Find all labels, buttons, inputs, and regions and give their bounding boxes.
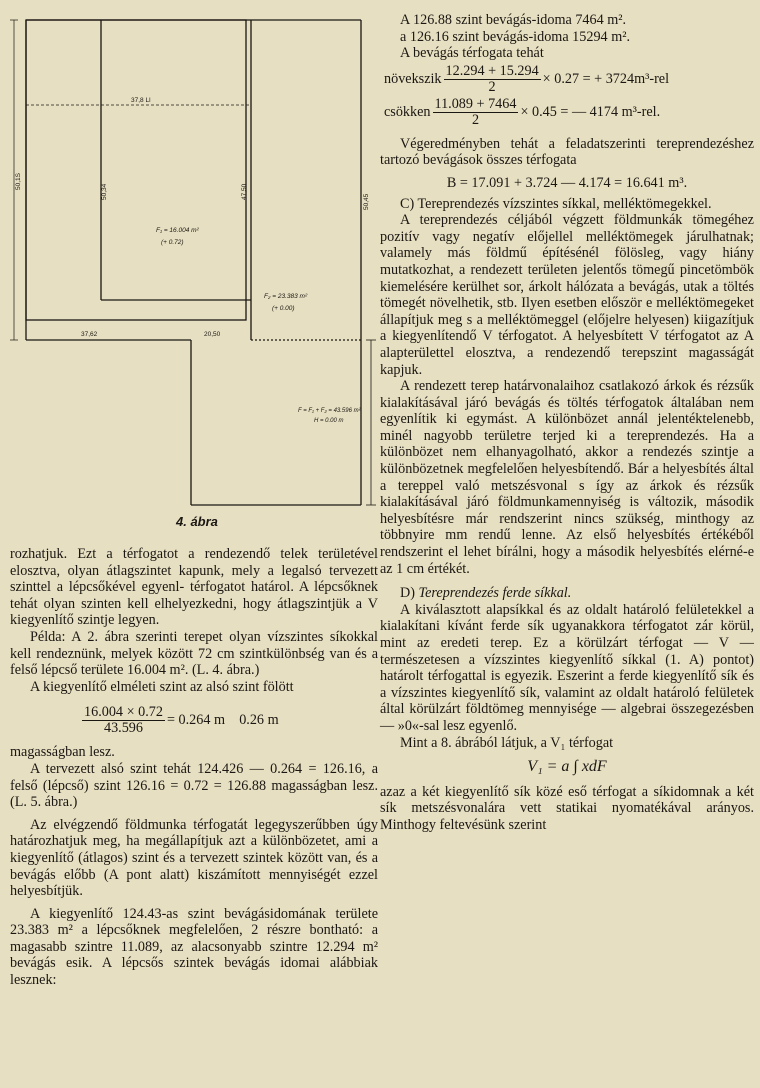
- right-line-3: A bevágás térfogata tehát: [400, 45, 544, 62]
- equation-integral: V₁ = a ∫ xdF: [527, 758, 607, 776]
- right-paragraph-1: Végeredményben tehát a feladatszerinti tereprendezéshez tartozó bevágások összes térfogata: [380, 135, 754, 169]
- left-paragraph-2: Példa: A 2. ábra szerinti terepet olyan vízszintes síkokkal kell rendeznünk, melyek között 72 cm szintkülönbség van és a felső lépcső területe 16.004 m². (L. 4. ábra.): [10, 628, 378, 679]
- right-paragraph-3: A rendezett terep határvonalaihoz csatlakozó árkok és rézsűk kialakításával járó bevágás és töltés térfogatok általában nem egyenlítik ki egymást. A különbözet annál jelentéktelenebb, minél nagyobb területre terjed ki a tereprendezés. Ha a különbözet nem elhanyagolható, akkor a rendezés szintje a különbözetnek megfelelően helyesbítendő. Bár a helyesbítés által a tereppel való metszésvonal s így az árkok és rézsűk kialakításával járó földmunkamennyiség is változik, második helyesbítésre már rendszerint nincs szükség, minthogy az többnyire mm rendű lenne. Az első helyesbítés értékéből rendszerint el lehet bírálni, hogy a második helyesbítés elérné-e az 1 cm értékét.: [380, 378, 754, 577]
- eq-denominator: 43.596: [103, 720, 143, 737]
- left-column: [6, 0, 378, 989]
- figure-4-diagram: [6, 0, 378, 540]
- left-paragraph-5: A tervezett alsó szint tehát 124.426 — 0.264 = 126.16, a felső (lépcső) szint 126.16 = 0.72 = 126.88 magasságban lesz. (L. 5. ábra.): [10, 760, 378, 811]
- equation-increase: [384, 64, 754, 95]
- plot1-level-label: (+ 0.72): [161, 239, 184, 246]
- left-paragraph-3: A kiegyenlítő elméleti szint az alsó szint fölött: [30, 678, 294, 695]
- right-paragraph-4: A kiválasztott alapsíkkal és az oldalt határoló felületekkel a kialakítani kívánt ferde sík ugyanakkora térfogatot zár körül, mint az eredeti terep. Ez a körülzárt térfogat — V — természetesen a vízszintes kiegyenlítő síkkal (1. A) pontot) határolt térfogattal is egyezik. Eszerint a ferde kiegyenlítő sík és a vízszintes kiegyenlítő sík, valamint az oldalt határoló felületek által körülzárt földtömeg mennyisége — algebrai összegezésben — »0«-sal lesz egyenlő.: [380, 601, 754, 734]
- right-line-2: a 126.16 szint bevágás-idoma 15294 m².: [400, 28, 631, 45]
- section-d-prefix: D): [400, 585, 415, 602]
- eq1-result: × 0.27 = + 3724m³-rel: [542, 70, 670, 87]
- eq2-prefix: csökken: [384, 103, 431, 120]
- left-paragraph-4: magasságban lesz.: [10, 744, 115, 761]
- section-d-heading: [380, 585, 754, 602]
- eq1-prefix: növekszik: [384, 70, 442, 87]
- section-d-title: Tereprendezés ferde síkkal.: [418, 585, 572, 602]
- equation-average-level: [80, 705, 378, 736]
- eq1-denominator: 2: [488, 78, 496, 95]
- plot2-level-label: (+ 0.00): [272, 305, 295, 312]
- eq-numerator: 16.004 × 0.72: [84, 704, 163, 721]
- right-dim-label: 50,45: [363, 193, 370, 210]
- eq2-denominator: 2: [471, 111, 480, 128]
- eq1-numerator: 12.294 + 15.294: [445, 62, 539, 79]
- inner-vert-label: 50,34: [101, 183, 108, 200]
- left-paragraph-7: A kiegyenlítő 124.43-as szint bevágásidomának területe 23.383 m² a lépcsőknek megfelelően, 2 részre bontható: a magasabb szintre 11.089, az alacsonyabb szintre 12.294 m² bevágás esik. A lépcsős szintek bevágás idomai alábbiak lesznek:: [10, 905, 378, 989]
- eq2-result: × 0.45 = — 4174 m³-rel.: [520, 103, 661, 120]
- left-paragraph-6: Az elvégzendő földmunka térfogatát legegyszerűbben úgy határozhatjuk meg, ha megállapítjuk azt a különbözetet, ami a kiegyenlítő (átlagos) szint és a tervezett szintek között van, és a bevágás előbb (A pont alatt) kiszámított mennyiségét ezzel helyesbítjük.: [10, 816, 378, 900]
- upper-plot-outline: [26, 20, 246, 320]
- figure-caption: 4. ábra: [176, 514, 218, 529]
- left-dim-label: 50,1S: [15, 173, 22, 190]
- plot1-area-label: F₁ = 16.004 m²: [156, 227, 199, 234]
- total-level-label: H = 0.00 m: [314, 418, 344, 424]
- right-paragraph-5: Mint a 8. ábrából látjuk, a V₁ térfogat: [400, 734, 614, 751]
- plot2-area-label: F₂ = 23.383 m²: [264, 293, 308, 300]
- right-paragraph-6: azaz a két kiegyenlítő sík közé eső térfogat a síkidomnak a két sík metszésvonalára vett statikai nyomatékával arányos. Minthogy feltevésünk szerint: [380, 783, 754, 833]
- eq2-numerator: 11.089 + 7464: [434, 95, 517, 112]
- left-paragraph-1: rozhatjuk. Ezt a térfogatot a rendezendő telek területével elosztva, olyan átlagszintet kapunk, mely a legalsó tervezett szinttel a lépcsőkével egyenl- térfogatot határol. A lépcsőknek tehát olyan szinten kell elhelyezkedni, hogy átlagszintjük a V kiegyenlítő szintje legyen.: [10, 546, 378, 629]
- inner-vert2-label: 47,50: [241, 183, 248, 200]
- mid-right-label: 20,50: [204, 331, 221, 338]
- mid-left-label: 37,62: [81, 331, 98, 338]
- right-column: [380, 0, 754, 834]
- section-c-heading: C) Tereprendezés vízszintes síkkal, melléktömegekkel.: [400, 195, 712, 212]
- eq-result: = 0.264 m 0.26 m: [166, 712, 279, 729]
- equation-total: B = 17.091 + 3.724 — 4.174 = 16.641 m³.: [446, 174, 688, 191]
- right-line-1: A 126.88 szint bevágás-idoma 7464 m².: [400, 12, 627, 28]
- total-area-label: F = F₁ + F₂ = 43.596 m²: [298, 408, 361, 414]
- top-rect-label: 37,8 Ll: [131, 97, 151, 104]
- right-paragraph-2: A tereprendezés céljából végzett földmunkák tömegéhez pozitív vagy negatív előjellel melléktömegek járulhatnak; valamely más földmű építésénél fölösleg, vagy hiány mutatkozhat, a rendezett területen jelentős tömegű pincetömbök kiemelésére kerülhet sor, árkolt hálózata a bevágás, utak a töltés tömegét növelhetik, stb. Ilyen esetben először e melléktömegeket állapítjuk meg s a melléktömeggel (előjelre helyesen) kiigazítjuk a kiegyenlítendő V térfogatot. A helyesbített V térfogatot az A alapterülettel elosztva, a rendezendő terepszint magasságát kapjuk.: [380, 212, 754, 378]
- equation-decrease: [384, 97, 754, 128]
